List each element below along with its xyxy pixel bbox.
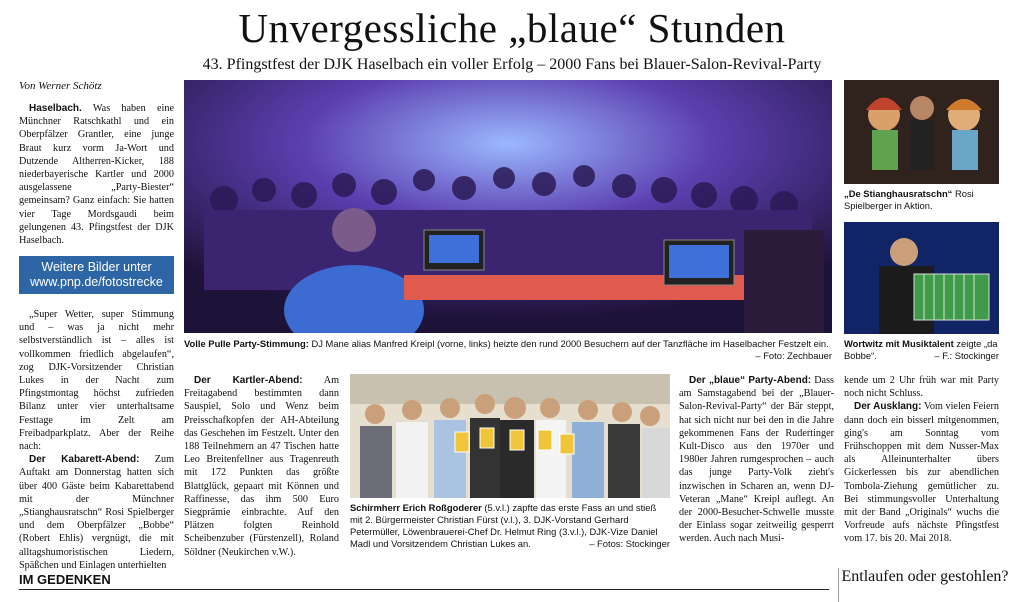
main-caption-text: DJ Mane alias Manfred Kreipl (vorne, links) heizte den rund 2000 Besuchern auf der Tanzfläche im Haselbacher Festzelt ein. [308, 338, 829, 349]
kartler-text: Am Freitagabend bestimmten dann Sauspiel, Solo und Wenz beim Preisschafkopfen der AH-Abteilung das Geschehen im Festzelt. Unter den 188 Teilnehmern an 47 Tischen hatte Leo Breitenfellner aus Tragenreuth mit 172 Punkten das größte Blattglück, gepaart mit Können und Raffinesse, das ihm 500 Euro Siegprämie einbrachte. Auf den Plätzen folgten Reinhold Scheibenzuber (Fürstenzell), Roland Söldner (Neukirchen v.W.). [184, 375, 339, 558]
quote-paragraph: „Super Wetter, super Stimmung und – was ja nicht mehr selbstverständlich ist – alles ist vollkommen friedlich abgelaufen“, zog DJK-Vorsitzender Christian Lukes in der Nacht zum Pfingstmontag höchst zufrieden Bilanz unter vier unterhaltsame Festtage im Zelt am Freibadparkplatz. Aber der Reihe nach: [19, 309, 174, 453]
group-photo-caption [350, 502, 670, 550]
kabarett-heading: Der Kabarett-Abend: [29, 454, 140, 466]
party-heading: Der „blaue“ Party-Abend: [689, 375, 812, 386]
kartler-heading: Der Kartler-Abend: [194, 375, 303, 386]
main-party-photo [184, 80, 832, 333]
main-photo-caption [184, 338, 832, 362]
puppet-show-image [844, 80, 999, 184]
headline: Unvergessliche „blaue“ Stunden [238, 5, 786, 51]
article-column-5 [844, 374, 999, 546]
section-title: IM GEDENKEN [19, 572, 111, 587]
accordion-caption-lead: Wortwitz mit Musiktalent [844, 338, 954, 349]
accordion-player-image [844, 222, 999, 334]
accordion-caption-text: zeigte „da Bobbe“. [844, 338, 998, 361]
intro-text: Was haben eine Münchner Ratschkathl und ein Oberpfälzer Grantler, eine junge Braut kurz vorm Ja-Wort und Dutzende Altherren-Kicker, 188 niederbayerische Kartler und 2000 ausgelassene „Party-Biester“ gemeinsam? Ganz einfach: Sie hatten vier Tage Mordsgaudi beim gelungenen 43. Pfingstfest der DJK Haselbach. [19, 103, 174, 247]
article-column-1-bottom [19, 308, 174, 572]
accordion-photo [844, 222, 999, 334]
byline: Von Werner Schötz [19, 80, 102, 92]
subheadline: 43. Pfingstfest der DJK Haselbach ein voller Erfolg – 2000 Fans bei Blauer-Salon-Revival-Party [202, 56, 822, 73]
group-caption-lead: Schirmherr Erich Roßgoderer [350, 502, 482, 513]
column-divider [838, 568, 839, 602]
puppets-caption-lead: „De Stianghausratschn“ [844, 188, 953, 199]
ausklang-text: Vom vielen Feiern dann doch ein bisserl mitgenommen, ging's am Sonntag vom Frühschoppen mit dem Nusser-Max als Alleinunterhalter übers Gickerlessen bis zur abendlichen Tombola-Ziehung gemütlicher zu. Bei stimmungsvoller Unterhaltung mit der Band „Originals“ wuchs die Vorfreude aufs nächste Pfingstfest vom 17. bis 20. Mai 2018. [844, 401, 1000, 545]
main-caption-lead: Volle Pulle Party-Stimmung: [184, 338, 309, 349]
link-line-1: Weitere Bilder unter [41, 260, 152, 274]
dateline: Haselbach. [29, 103, 82, 114]
kabarett-text: Zum Auftakt am Donnerstag hatten sich über 400 Gäste beim Kabarettabend mit der Münchner „Stianghausratschn“ Rosi Spielberger und dem Oberpfälzer „Bobbe“ (Robert Ehlis) vergnügt, die mit alltagshumoristischen Liedern, Späßchen und Einlagen unterhielten [19, 454, 174, 571]
ausklang-heading: Der Ausklang: [854, 401, 922, 413]
section-rule [19, 589, 829, 590]
group-caption-text: (5.v.l.) zapfte das erste Fass an und stieß mit 2. Bürgermeister Christian Fürst (v.l.), 3. DJK-Vorstand Gerhard Petermüller, Löwenbrauerei-Chef Dr. Helmut Ring (3.v.l.), DJK-Vize Daniel Madl und Vorsitzendem Christian Lukes an. [350, 502, 658, 549]
link-line-2: www.pnp.de/fotostrecke [30, 275, 163, 289]
article-column-2 [184, 374, 339, 559]
side-box-title: Entlaufen oder gestohlen? [841, 568, 1009, 585]
group-photo [350, 374, 670, 498]
main-photo-credit: – Foto: Zechbauer [755, 350, 832, 361]
puppets-caption [844, 188, 999, 212]
accordion-photo-credit: – F.: Stockinger [934, 350, 999, 361]
article-column-4 [679, 374, 834, 546]
article-column-1-top [19, 102, 174, 247]
beer-toast-image [350, 374, 670, 498]
more-photos-link[interactable] [19, 256, 174, 294]
group-photo-credit: – Fotos: Stockinger [589, 538, 670, 549]
accordion-caption [844, 338, 999, 362]
party-crowd-image [184, 80, 832, 333]
party-text: Dass am Samstagabend bei der „Blauer-Salon-Revival-Party“ der Bär steppt, hat sich nicht nur bei den in die Jahre gekommenen Fans der Rudertinger Kult-Disco aus den 1970er und 1980er Jahren rumgesprochen – auch das junge Party-Volk zieht's inzwischen in Scharen an, wenn DJ-Veteran „Mane“ Kreipl auflegt. An der 2000-Besucher-Schwelle musste der Einlass sogar zeitweilig gesperrt werden. Auch nach Musi- [679, 375, 834, 545]
puppets-caption-text: Rosi Spielberger in Aktion. [844, 188, 974, 211]
continued-text: kende um 2 Uhr früh war mit Party noch nicht Schluss. [844, 375, 999, 400]
puppets-photo [844, 80, 999, 184]
